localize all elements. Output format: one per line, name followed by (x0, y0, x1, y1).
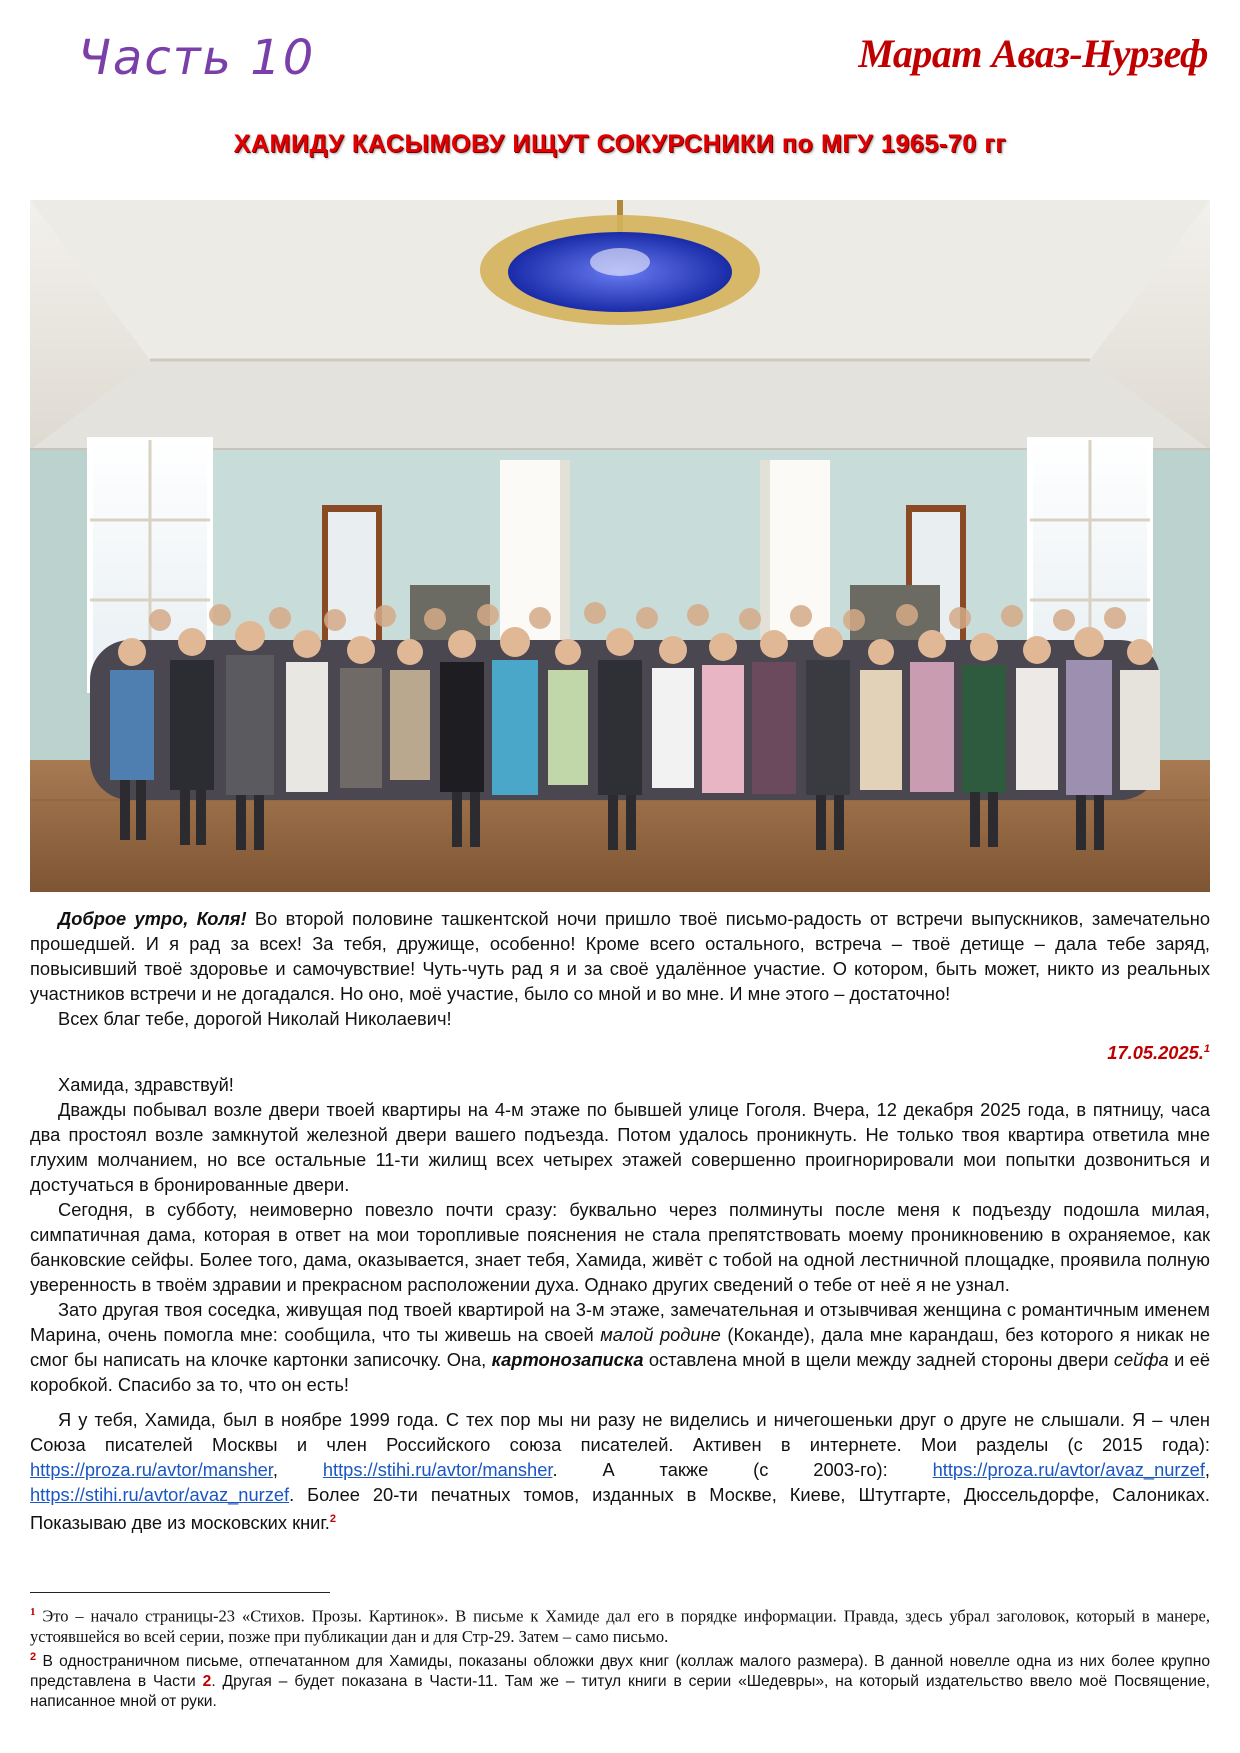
letter2-paragraph-2: Сегодня, в субботу, неимоверно повезло почти сразу: буквально через полминуты после меня к подъезду подошла милая, симпатичная дама, которая в ответ на мои торопливые пояснения не стала препятствовать моему проникновению в охраняемое, как банковские сейфы. Более того, дама, оказывается, знает тебя, Хамида, живёт с тобой на одной лестничной площадке, проявила полную уверенность в твоём здравии и прекрасном расположении духа. Однако других сведений о тебе от неё я не узнал. (30, 1199, 1210, 1295)
italic-word: сейфа (1113, 1349, 1169, 1370)
footnote-ref-1[interactable]: 1 (1203, 1043, 1210, 1055)
letter-to-kolya (30, 906, 1210, 1065)
link-stihi-mansher[interactable]: https://stihi.ru/avtor/mansher (322, 1459, 553, 1480)
letter2-greeting: Хамида, здравствуй! (58, 1074, 234, 1095)
letter1-body: Во второй половине ташкентской ночи пришло твоё письмо-радость от встречи выпускников, замечательно прошедшей. И я рад за всех! За тебя, дружище, особенно! Кроме всего остального, встреча – твоё детище – дала тебе заряд, повысивший твоё здоровье и самочувствие! Чуть-чуть рад я и за своё удалённое участие. О котором, быть может, никто из реальных участников встречи и не догадался. Но оно, моё участие, было со мной и во мне. И мне этого – достаточно! (30, 908, 1210, 1004)
headline: ХАМИДУ КАСЫМОВУ ИЩУТ СОКУРСНИКИ по МГУ 1965-70 гг (233, 130, 1007, 158)
part-title: Часть 10 (78, 30, 316, 86)
footnote-divider (30, 1592, 330, 1593)
letter-to-khamida (30, 1072, 1210, 1535)
italic-phrase: малой родине (600, 1324, 721, 1345)
footnote-2 (30, 1647, 1210, 1712)
letter2-paragraph-3 (30, 1297, 1210, 1397)
link-proza-avaz-nurzef[interactable]: https://proza.ru/avtor/avaz_nurzef (932, 1459, 1205, 1480)
letter2-paragraph-1: Дважды побывал возле двери твоей квартиры на 4-м этаже по бывшей улице Гоголя. Вчера, 12 декабря 2025 года, в пятницу, часа два простоял возле замкнутой железной двери вашего подъезда. Потом удалось проникнуть. Не только твоя квартира ответила мне глухим молчанием, но все остальные 11-ти жилищ всех четырех этажей совершенно проигнорировали мои попытки дозвониться и достучаться в бронированные двери. (30, 1099, 1210, 1195)
text-span: оставлена мной в щели между задней стороны двери (643, 1349, 1114, 1370)
group-photo (30, 200, 1210, 892)
bold-term: картонозаписка (491, 1349, 644, 1370)
footnote-number: 1 (30, 1606, 36, 1618)
footnote-text: . Другая – будет показана в Части-11. Там же – титул книги в серии «Шедевры», на который издательство ввело моё Посвящение, написанное мной от руки. (30, 1672, 1210, 1710)
text-span: и её коробкой. Спасибо за то, что он есть! (30, 1349, 1210, 1395)
text-span: . А также (с 2003-го): (552, 1459, 933, 1480)
footnote-number: 2 (30, 1650, 37, 1663)
link-proza-mansher[interactable]: https://proza.ru/avtor/mansher (30, 1459, 273, 1480)
text-span: Я у тебя, Хамида, был в ноябре 1999 года. С тех пор мы ни разу не виделись и ничегошеньки друг о друге не слышали. Я – член Союза писателей Москвы и член Российского союза писателей. Активен в интернете. Мои разделы (с 2015 года): (30, 1409, 1210, 1455)
letter2-paragraph-4 (30, 1407, 1210, 1535)
footnote-ref-2[interactable]: 2 (329, 1513, 337, 1525)
letter1-date: 17.05.2025. (1107, 1042, 1204, 1064)
text-span: Зато другая твоя соседка, живущая под твоей квартирой на 3-м этаже, замечательная и отзывчивая женщина с романтичным именем Марина, очень помогла мне: сообщила, что ты живешь на своей (30, 1299, 1210, 1345)
author-name: Марат Аваз-Нурзеф (858, 31, 1208, 76)
letter1-date-line (30, 1037, 1210, 1065)
footnotes (30, 1602, 1210, 1712)
text-span: . Более 20-ти печатных томов, изданных в Москве, Киеве, Штутгарте, Дюссельдорфе, Салониках. Показываю две из московских книг. (30, 1484, 1210, 1534)
text-span: , (272, 1459, 323, 1480)
footnote-text: В одностраничном письме, отпечатанном для Хамиды, показаны обложки двух книг (коллаж малого размера). В данной новелле одна из них более крупно представлена в Части (30, 1652, 1210, 1690)
footnote-text: Это – начало страницы-23 «Стихов. Прозы. Картинок». В письме к Хамиде дал его в порядке информации. Правда, здесь убрал заголовок, который в манере, устоявшейся во всей серии, позже при публикации дан и для Стр-29. Затем – само письмо. (30, 1606, 1210, 1646)
letter1-greeting: Доброе утро, Коля! (58, 908, 247, 929)
letter1-paragraph (30, 906, 1210, 1006)
link-stihi-avaz-nurzef[interactable]: https://stihi.ru/avtor/avaz_nurzef (30, 1484, 290, 1505)
text-span: (Коканде), дала мне карандаш, без которого я никак не смог бы написать на клочке картонки записочку. Она, (30, 1324, 1211, 1370)
footnote-1 (30, 1602, 1210, 1647)
letter1-wishes: Всех благ тебе, дорогой Николай Николаевич! (58, 1008, 452, 1029)
part-reference: 2 (202, 1672, 212, 1690)
text-span: , (1204, 1459, 1210, 1480)
